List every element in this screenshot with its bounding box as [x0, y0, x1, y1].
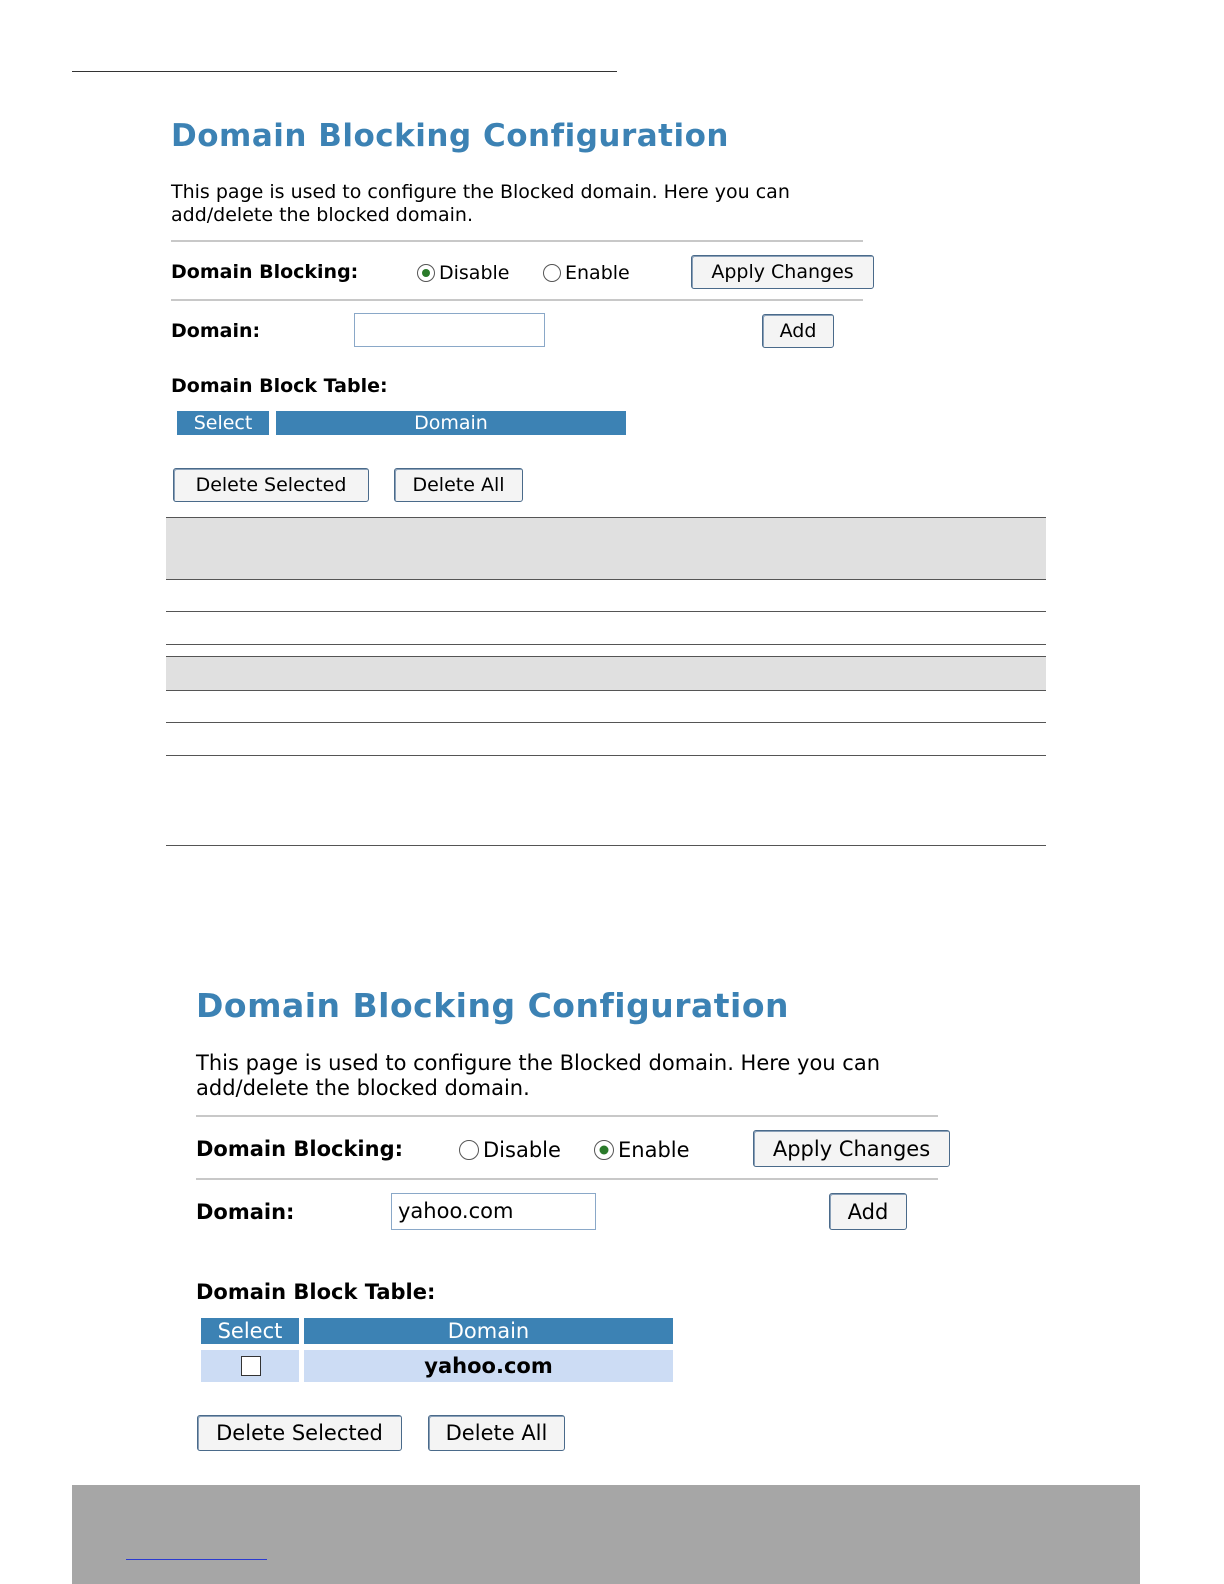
radio-disable-option[interactable]	[459, 1138, 561, 1162]
table-header-select: Select	[177, 411, 269, 435]
footer-link-underline	[126, 1559, 267, 1560]
radio-enable-option[interactable]	[543, 262, 630, 284]
radio-disable[interactable]	[459, 1140, 479, 1160]
divider	[171, 299, 863, 301]
footer-bar	[72, 1485, 1140, 1584]
domain-blocking-label: Domain Blocking:	[196, 1137, 403, 1161]
page-title: Domain Blocking Configuration	[171, 118, 729, 154]
delete-all-button[interactable]: Delete All	[428, 1415, 565, 1451]
band-rule	[166, 611, 1046, 612]
divider	[196, 1178, 938, 1180]
radio-disable-label: Disable	[439, 262, 510, 284]
domain-block-table-label: Domain Block Table:	[171, 375, 388, 397]
table-header-select: Select	[201, 1318, 299, 1344]
table-cell-domain: yahoo.com	[304, 1350, 673, 1382]
radio-enable-option[interactable]	[594, 1138, 690, 1162]
domain-blocking-panel-before	[171, 118, 1051, 538]
band-rule	[166, 722, 1046, 723]
radio-disable-option[interactable]	[417, 262, 509, 284]
add-button[interactable]: Add	[762, 314, 834, 348]
radio-enable-label: Enable	[618, 1138, 690, 1162]
page-title: Domain Blocking Configuration	[196, 986, 790, 1025]
add-button[interactable]: Add	[829, 1193, 907, 1230]
top-divider	[72, 71, 617, 72]
domain-block-table-label: Domain Block Table:	[196, 1280, 436, 1304]
radio-disable[interactable]	[417, 264, 435, 282]
radio-enable[interactable]	[594, 1140, 614, 1160]
domain-label: Domain:	[171, 320, 261, 342]
apply-changes-button[interactable]: Apply Changes	[753, 1130, 950, 1167]
row-select-checkbox[interactable]	[241, 1356, 261, 1376]
page-description: This page is used to configure the Blocked domain. Here you can add/delete the blocked domain.	[196, 1051, 881, 1101]
divider	[171, 240, 863, 242]
radio-disable-label: Disable	[483, 1138, 561, 1162]
apply-changes-button[interactable]: Apply Changes	[691, 255, 874, 289]
domain-label: Domain:	[196, 1200, 295, 1224]
delete-all-button[interactable]: Delete All	[394, 468, 523, 502]
band-rule	[166, 644, 1046, 645]
band-rule	[166, 845, 1046, 846]
divider	[196, 1115, 938, 1117]
table-header-domain: Domain	[304, 1318, 673, 1344]
domain-input[interactable]: yahoo.com	[391, 1193, 596, 1230]
page-description: This page is used to configure the Blocked domain. Here you can add/delete the blocked domain.	[171, 181, 790, 226]
domain-blocking-panel-after	[196, 986, 1076, 1466]
empty-band	[166, 656, 1046, 691]
band-rule	[166, 755, 1046, 756]
domain-input[interactable]	[354, 313, 545, 347]
radio-enable[interactable]	[543, 264, 561, 282]
empty-band	[166, 517, 1046, 580]
table-header-domain: Domain	[276, 411, 626, 435]
domain-blocking-label: Domain Blocking:	[171, 261, 359, 283]
radio-enable-label: Enable	[565, 262, 630, 284]
delete-selected-button[interactable]: Delete Selected	[197, 1415, 402, 1451]
delete-selected-button[interactable]: Delete Selected	[173, 468, 369, 502]
